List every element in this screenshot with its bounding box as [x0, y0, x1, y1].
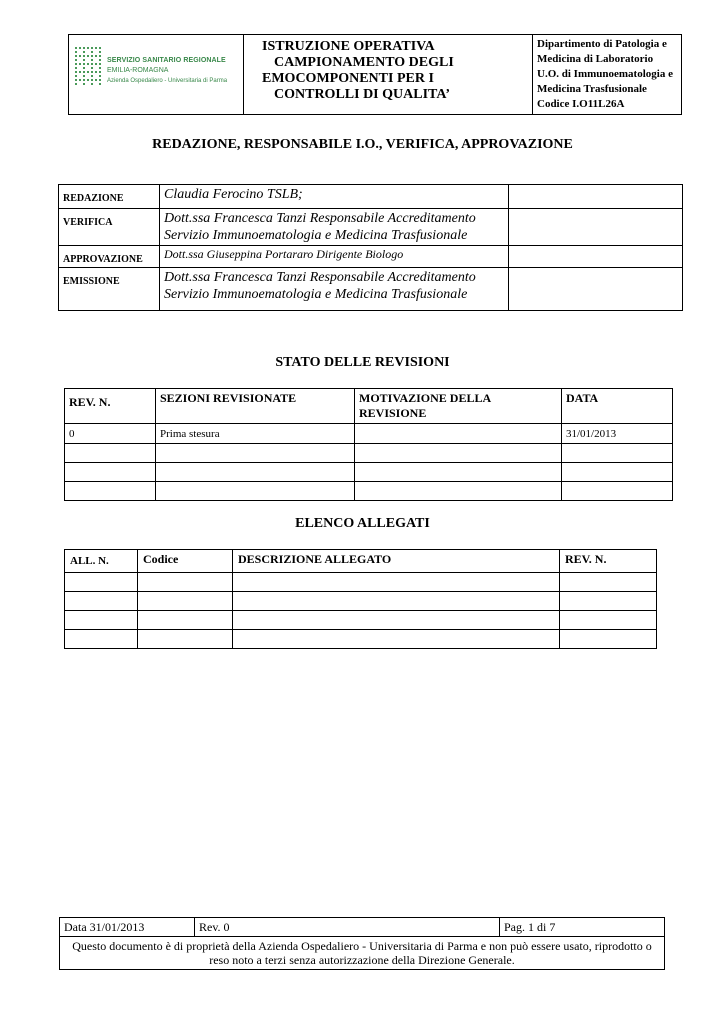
table-cell: Prima stesura — [156, 424, 355, 444]
emissione-line: Servizio Immunoematologia e Medicina Trasfusionale — [164, 287, 468, 302]
table-row — [65, 573, 657, 592]
title-line: ISTRUZIONE OPERATIVA — [262, 39, 435, 54]
document-title — [244, 35, 533, 115]
logo-line-1: SERVIZIO SANITARIO REGIONALE — [107, 57, 226, 64]
redazione-table — [58, 184, 683, 311]
logo-cell — [69, 35, 244, 115]
logo-text — [107, 56, 227, 86]
dept-line: Dipartimento di Patologia e — [537, 38, 667, 50]
logo-line-2: EMILIA-ROMAGNA — [107, 67, 169, 74]
page-footer — [59, 917, 665, 970]
document-code: Codice I.O11L26A — [537, 98, 625, 110]
title-line: CONTROLLI DI QUALITA’ — [274, 87, 451, 102]
table-row — [65, 463, 673, 482]
emissione-label: EMISSIONE — [59, 268, 160, 311]
revisioni-heading: STATO DELLE REVISIONI — [275, 355, 450, 370]
table-row — [65, 611, 657, 630]
column-header: DESCRIZIONE ALLEGATO — [233, 550, 560, 573]
verifica-line: Servizio Immunoematologia e Medicina Trasfusionale — [164, 228, 468, 243]
column-header: REV. N. — [65, 389, 156, 424]
column-header: DATA — [562, 389, 673, 424]
empty-cell — [509, 209, 683, 246]
table-row — [65, 592, 657, 611]
dept-line: Medicina di Laboratorio — [537, 53, 654, 65]
verifica-value — [160, 209, 509, 246]
table-cell: 0 — [65, 424, 156, 444]
title-line: CAMPIONAMENTO DEGLI — [274, 55, 454, 70]
document-header — [68, 34, 682, 115]
allegati-table — [64, 549, 657, 649]
empty-cell — [509, 268, 683, 311]
verifica-label: VERIFICA — [59, 209, 160, 246]
redazione-label: REDAZIONE — [59, 185, 160, 209]
table-cell — [355, 424, 562, 444]
dept-line: U.O. di Immunoematologia e — [537, 68, 673, 80]
table-cell: 31/01/2013 — [562, 424, 673, 444]
column-header: MOTIVAZIONE DELLA REVISIONE — [355, 389, 562, 424]
empty-cell — [509, 185, 683, 209]
column-header: SEZIONI REVISIONATE — [156, 389, 355, 424]
allegati-heading: ELENCO ALLEGATI — [295, 516, 430, 531]
footer-page: Pag. 1 di 7 — [500, 918, 665, 937]
table-row — [65, 424, 673, 444]
emissione-value — [160, 268, 509, 311]
dept-line: Medicina Trasfusionale — [537, 83, 647, 95]
column-header: Codice — [138, 550, 233, 573]
approvazione-label: APPROVAZIONE — [59, 246, 160, 268]
footer-note: Questo documento è di proprietà della Azienda Ospedaliero - Universitaria di Parma e non può essere usato, riprodotto o reso noto a terzi senza autorizzazione della Direzione Generale. — [60, 937, 665, 970]
verifica-line: Dott.ssa Francesca Tanzi Responsabile Accreditamento — [164, 211, 476, 226]
emissione-line: Dott.ssa Francesca Tanzi Responsabile Accreditamento — [164, 270, 476, 285]
column-header: ALL. N. — [65, 550, 138, 573]
revisioni-table — [64, 388, 673, 501]
approvazione-value: Dott.ssa Giuseppina Portararo Dirigente Biologo — [160, 246, 509, 268]
regione-logo-icon — [75, 47, 105, 87]
table-row — [65, 630, 657, 649]
footer-date: Data 31/01/2013 — [60, 918, 195, 937]
empty-cell — [509, 246, 683, 268]
footer-rev: Rev. 0 — [195, 918, 500, 937]
redazione-value: Claudia Ferocino TSLB; — [160, 185, 509, 209]
title-line: EMOCOMPONENTI PER I — [262, 71, 434, 86]
logo-line-3: Azienda Ospedaliero - Universitaria di Parma — [107, 78, 228, 84]
table-row — [65, 482, 673, 501]
department-info — [533, 35, 682, 115]
redazione-heading: REDAZIONE, RESPONSABILE I.O., VERIFICA, APPROVAZIONE — [152, 137, 573, 152]
table-row — [65, 444, 673, 463]
column-header: REV. N. — [560, 550, 657, 573]
